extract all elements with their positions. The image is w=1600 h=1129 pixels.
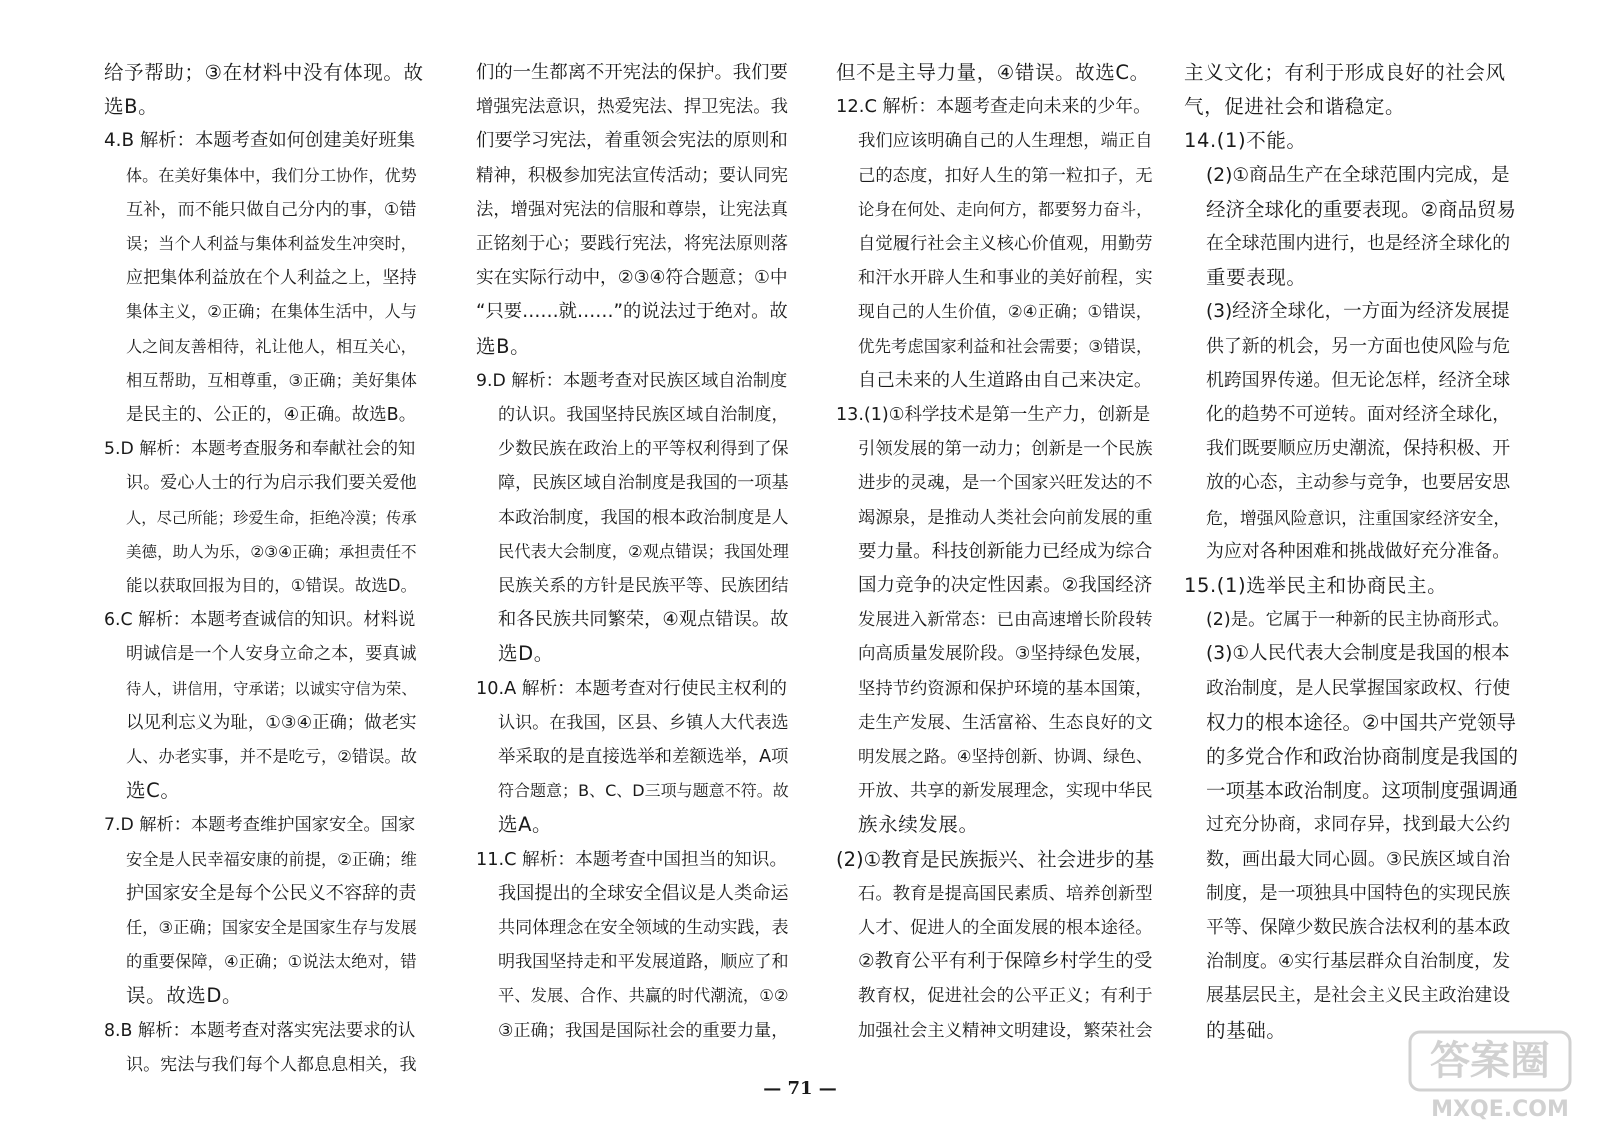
text-line: 治制度。④实行基层群众自治制度，发 [1206,951,1511,973]
text-column-3 [836,56,1162,1048]
text-line: 我们应该明确自己的人生理想，端正自 [858,131,1153,152]
text-line: 向高质量发展阶段。③坚持绿色发展， [858,644,1153,665]
text-line: 人才、促进人的全面发展的根本途径。 [858,918,1153,939]
text-line: 论身在何处、走向何方，都要努力奋斗， [858,199,1153,219]
text-line: 互补，而不能只做自己分内的事，①错 [126,199,417,220]
text-line: 民代表大会制度，②观点错误；我国处理 [498,541,789,561]
text-line: 明发展之路。④坚持创新、协调、绿色、 [858,747,1153,767]
text-line: 和汗水开辟人生和事业的美好前程，实 [858,268,1153,289]
text-line: 体。在美好集体中，我们分工协作，优势 [126,165,417,185]
text-line: 应把集体利益放在个人利益之上，坚持 [126,268,417,289]
text-line: 的重要保障，④正确；①说法太绝对，错 [126,952,417,972]
text-line: 己的态度，扣好人生的第一粒扣子，无 [858,165,1153,186]
text-line: 选B。 [104,95,159,119]
text-column-1 [104,56,426,1082]
watermark-text-top: 答案圈 [1430,1038,1550,1084]
text-line: ②教育公平有利于保障乡村学生的受 [858,951,1153,973]
text-line: 政治制度，是人民掌握国家政权、行使 [1206,677,1511,699]
text-line: 国力竞争的决定性因素。②我国经济 [858,575,1153,597]
text-line: 我们既要顺应历史潮流，保持积极、开 [1206,438,1511,460]
text-line: 9.D 解析：本题考查对民族区域自治制度 [476,370,788,391]
text-line: 人之间友善相待，礼让他人，相互关心， [126,336,417,356]
text-line: 美德，助人为乐，②③④正确；承担责任不 [126,542,417,561]
text-line: 机跨国界传递。但无论怎样，经济全球 [1206,369,1511,391]
text-line: 待人，讲信用，守承诺；以诚实守信为荣、 [126,679,417,698]
text-column-2 [476,56,798,1048]
text-line: 13.(1)①科学技术是第一生产力，创新是 [836,405,1151,426]
text-line: 发展进入新常态：已由高速增长阶段转 [858,610,1153,631]
text-line: 4.B 解析：本题考查如何创建美好班集 [104,130,416,152]
text-line: 的基础。 [1206,1018,1287,1042]
text-line: 8.B 解析：本题考查对落实宪法要求的认 [104,1020,416,1041]
text-line: 符合题意；B、C、D三项与题意不符。故 [498,781,789,801]
text-line: 竭源泉，是推动人类社会向前发展的重 [858,507,1153,528]
text-line: 危，增强风险意识，注重国家经济安全， [1206,507,1511,528]
page-number: — 71 — [763,1078,837,1099]
text-line: 进步的灵魂，是一个国家兴旺发达的不 [858,473,1153,494]
text-line: 共同体理念在安全领域的生动实践，表 [498,918,789,939]
text-line: 但不是主导力量，④错误。故选C。 [836,61,1150,84]
text-line: 增强宪法意识，热爱宪法、捍卫宪法。我 [476,97,788,118]
text-line: 展基层民主，是社会主义民主政治建设 [1206,985,1511,1007]
text-line: 6.C 解析：本题考查诚信的知识。材料说 [104,610,416,631]
text-line: 要力量。科技创新能力已经成为综合 [858,540,1153,562]
text-line: 14.(1)不能。 [1184,129,1307,153]
text-line: 误；当个人利益与集体利益发生冲突时， [126,234,417,254]
text-line: 选C。 [126,779,181,803]
text-line: 们要学习宪法，着重领会宪法的原则和 [476,130,788,152]
text-line: 坚持节约资源和保护环境的基本国策， [858,678,1153,699]
text-line: 放的心态，主动参与竞争，也要居安思 [1206,472,1511,494]
text-line: 供了新的机会，另一方面也使风险与危 [1206,335,1511,357]
text-line: 经济全球化的重要表现。②商品贸易 [1206,197,1516,221]
text-line: 本政治制度，我国的根本政治制度是人 [498,507,789,528]
text-line: 的多党合作和政治协商制度是我国的 [1206,745,1519,769]
text-line: 识。爱心人士的行为启示我们要关爱他 [126,473,417,494]
text-line: 护国家安全是每个公民义不容辞的责 [126,882,417,904]
text-line: 优先考虑国家利益和社会需要；③错误， [858,336,1153,356]
text-line: (2)①商品生产在全球范围内完成，是 [1206,164,1510,186]
text-line: 自己未来的人生道路由自己来决定。 [858,369,1153,391]
text-line: 数，画出最大同心圆。③民族区域自治 [1206,848,1511,870]
text-line: 石。教育是提高国民素质、培养创新型 [858,883,1153,904]
text-line: 民族关系的方针是民族平等、民族团结 [498,576,789,597]
text-line: 明我国坚持走和平发展道路，顺应了和 [498,952,789,973]
text-line: 任，③正确；国家安全是国家生存与发展 [126,918,417,938]
text-line: 走生产发展、生活富裕、生态良好的文 [858,712,1153,733]
text-line: 重要表现。 [1206,266,1307,290]
text-line: 族永续发展。 [858,813,979,837]
text-line: 的认识。我国坚持民族区域自治制度， [498,405,789,426]
text-line: 选B。 [476,334,531,358]
text-column-4 [1184,56,1520,1048]
text-line: 我国提出的全球安全倡议是人类命运 [498,882,789,904]
text-line: ③正确；我国是国际社会的重要力量， [498,1020,789,1041]
watermark-logo [1404,1028,1594,1124]
text-line: 12.C 解析：本题考查走向未来的少年。 [836,96,1151,118]
text-line: 选A。 [498,813,553,837]
text-line: 们的一生都离不开宪法的保护。我们要 [476,62,788,83]
text-line: “只要……就……”的说法过于绝对。故 [476,301,788,323]
text-line: 给予帮助；③在材料中没有体现。故 [104,61,424,84]
text-line: 主义文化；有利于形成良好的社会风 [1184,61,1506,84]
text-line: 在全球范围内进行，也是经济全球化的 [1206,233,1511,255]
text-line: 人，尽己所能；珍爱生命，拒绝冷漠；传承 [126,508,417,527]
text-line: 制度，是一项独具中国特色的实现民族 [1206,882,1511,904]
text-line: 一项基本政治制度。这项制度强调通 [1206,779,1519,803]
text-line: 少数民族在政治上的平等权利得到了保 [498,439,789,460]
text-line: 权力的根本途径。②中国共产党领导 [1206,710,1516,734]
text-line: 教育权，促进社会的公平正义；有利于 [858,986,1153,1007]
text-line: 误。故选D。 [126,984,243,1008]
text-line: 11.C 解析：本题考查中国担当的知识。 [476,849,788,870]
text-line: 化的趋势不可逆转。面对经济全球化， [1206,404,1511,426]
text-line: 明诚信是一个人安身立命之本，要真诚 [126,644,417,665]
text-line: 法，增强对宪法的信服和尊崇，让宪法真 [476,199,788,220]
text-line: 安全是人民幸福安康的前提，②正确；维 [126,849,417,869]
text-line: 能以获取回报为目的，①错误。故选D。 [126,576,417,596]
text-line: (2)①教育是民族振兴、社会进步的基 [836,847,1155,871]
text-line: 为应对各种困难和挑战做好充分准备。 [1206,540,1511,562]
text-line: 选D。 [498,642,554,666]
text-line: (3)①人民代表大会制度是我国的根本 [1206,643,1510,665]
text-line: 气，促进社会和谐稳定。 [1184,95,1406,119]
text-line: 以见利忘义为耻，①③④正确；做老实 [126,712,417,733]
text-line: 15.(1)选举民主和协商民主。 [1184,574,1448,598]
text-line: 识。宪法与我们每个人都息息相关，我 [126,1054,417,1075]
text-line: 认识。在我国，区县、乡镇人大代表选 [498,712,789,733]
text-line: 加强社会主义精神文明建设，繁荣社会 [858,1020,1153,1041]
text-line: 10.A 解析：本题考查对行使民主权利的 [476,678,787,699]
text-line: (2)是。它属于一种新的民主协商形式。 [1206,610,1510,631]
text-line: 人、办老实事，并不是吃亏，②错误。故 [126,747,417,767]
text-line: 平、发展、合作、共赢的时代潮流，①② [498,986,789,1006]
text-line: 是民主的、公正的，④正确。故选B。 [126,405,417,426]
text-line: 开放、共享的新发展理念，实现中华民 [858,781,1153,802]
text-line: 精神，积极参加宪法宣传活动；要认同宪 [476,165,788,186]
text-line: 集体主义，②正确；在集体生活中，人与 [126,302,417,322]
text-line: 5.D 解析：本题考查服务和奉献社会的知 [104,439,416,460]
text-line: 引领发展的第一动力；创新是一个民族 [858,439,1153,460]
text-line: 障，民族区域自治制度是我国的一项基 [498,473,789,494]
text-line: 正铭刻于心；要践行宪法，将宪法原则落 [476,234,788,255]
text-line: 自觉履行社会主义核心价值观，用勤劳 [858,234,1153,255]
text-line: 现自己的人生价值，②④正确；①错误， [858,302,1153,322]
text-line: 和各民族共同繁荣，④观点错误。故 [498,609,789,631]
text-line: 7.D 解析：本题考查维护国家安全。国家 [104,815,416,836]
text-line: 平等、保障少数民族合法权利的基本政 [1206,917,1511,939]
text-line: 实在实际行动中，②③④符合题意；①中 [476,268,788,289]
watermark-text-bottom: MXQE.COM [1431,1097,1569,1122]
text-line: (3)经济全球化，一方面为经济发展提 [1206,301,1510,323]
text-line: 过充分协商，求同存异，找到最大公约 [1206,814,1511,836]
text-line: 举采取的是直接选举和差额选举，A项 [498,747,789,768]
text-line: 相互帮助，互相尊重，③正确；美好集体 [126,370,417,390]
